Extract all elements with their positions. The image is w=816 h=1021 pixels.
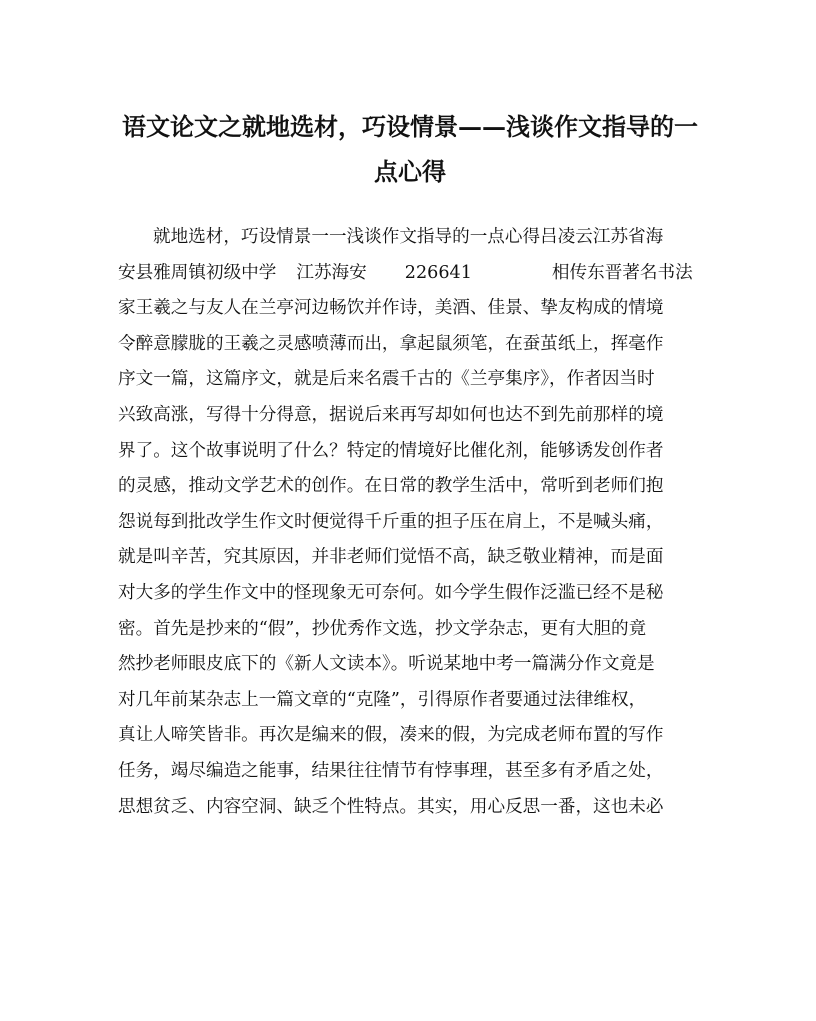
- body-line: 家王羲之与友人在兰亭河边畅饮并作诗，美酒、佳景、挚友构成的情境: [118, 298, 664, 319]
- school-name: 安县雅周镇初级中学: [118, 262, 277, 283]
- location: 江苏海安: [296, 262, 367, 283]
- body-line: 然抄老师眼皮底下的《新人文读本》。听说某地中考一篇满分作文竟是: [118, 654, 655, 675]
- body-paragraph: [118, 220, 700, 825]
- postal-code: 226641: [404, 262, 472, 283]
- body-line: 就是叫辛苦，究其原因，并非老师们觉悟不高，缺乏敬业精神，而是面: [118, 547, 664, 568]
- body-line: 对几年前某杂志上一篇文章的“克隆”，引得原作者要通过法律维权，: [118, 689, 647, 710]
- body-line: 的灵感，推动文学艺术的创作。在日常的教学生活中，常听到老师们抱: [118, 476, 664, 497]
- body-line: 任务，竭尽编造之能事，结果往往情节有悖事理，甚至多有矛盾之处，: [118, 760, 664, 781]
- body-line: 思想贫乏、内容空洞、缺乏个性特点。其实，用心反思一番，这也未必: [118, 796, 664, 817]
- body-line: 兴致高涨，写得十分得意，据说后来再写却如何也达不到先前那样的境: [118, 404, 664, 425]
- body-line: 怨说每到批改学生作文时便觉得千斤重的担子压在肩上，不是喊头痛，: [118, 511, 664, 532]
- body-line-author-info: [118, 256, 700, 292]
- body-line: 对大多的学生作文中的怪现象无可奈何。如今学生假作泛滥已经不是秘: [118, 582, 664, 603]
- body-line: 令醉意朦胧的王羲之灵感喷薄而出，拿起鼠须笔，在蚕茧纸上，挥毫作: [118, 333, 664, 354]
- title-line-1: 语文论文之就地选材，巧设情景——浅谈作文指导的一: [122, 112, 698, 141]
- body-line: 密。首先是抄来的“假”，抄优秀作文选，抄文学杂志，更有大胆的竟: [118, 618, 647, 639]
- body-segment: 相传东晋著名书法: [551, 262, 693, 283]
- body-line: 界了。这个故事说明了什么？特定的情境好比催化剂，能够诱发创作者: [118, 440, 664, 461]
- body-line: 真让人啼笑皆非。再次是编来的假，凑来的假，为完成老师布置的写作: [118, 725, 664, 746]
- document-title: [118, 104, 702, 194]
- body-line: 就地选材，巧设情景一一浅谈作文指导的一点心得吕凌云江苏省海: [153, 227, 664, 247]
- body-line: 序文一篇，这篇序文，就是后来名震千古的《兰亭集序》，作者因当时: [118, 369, 655, 390]
- title-line-2: 点心得: [374, 157, 446, 186]
